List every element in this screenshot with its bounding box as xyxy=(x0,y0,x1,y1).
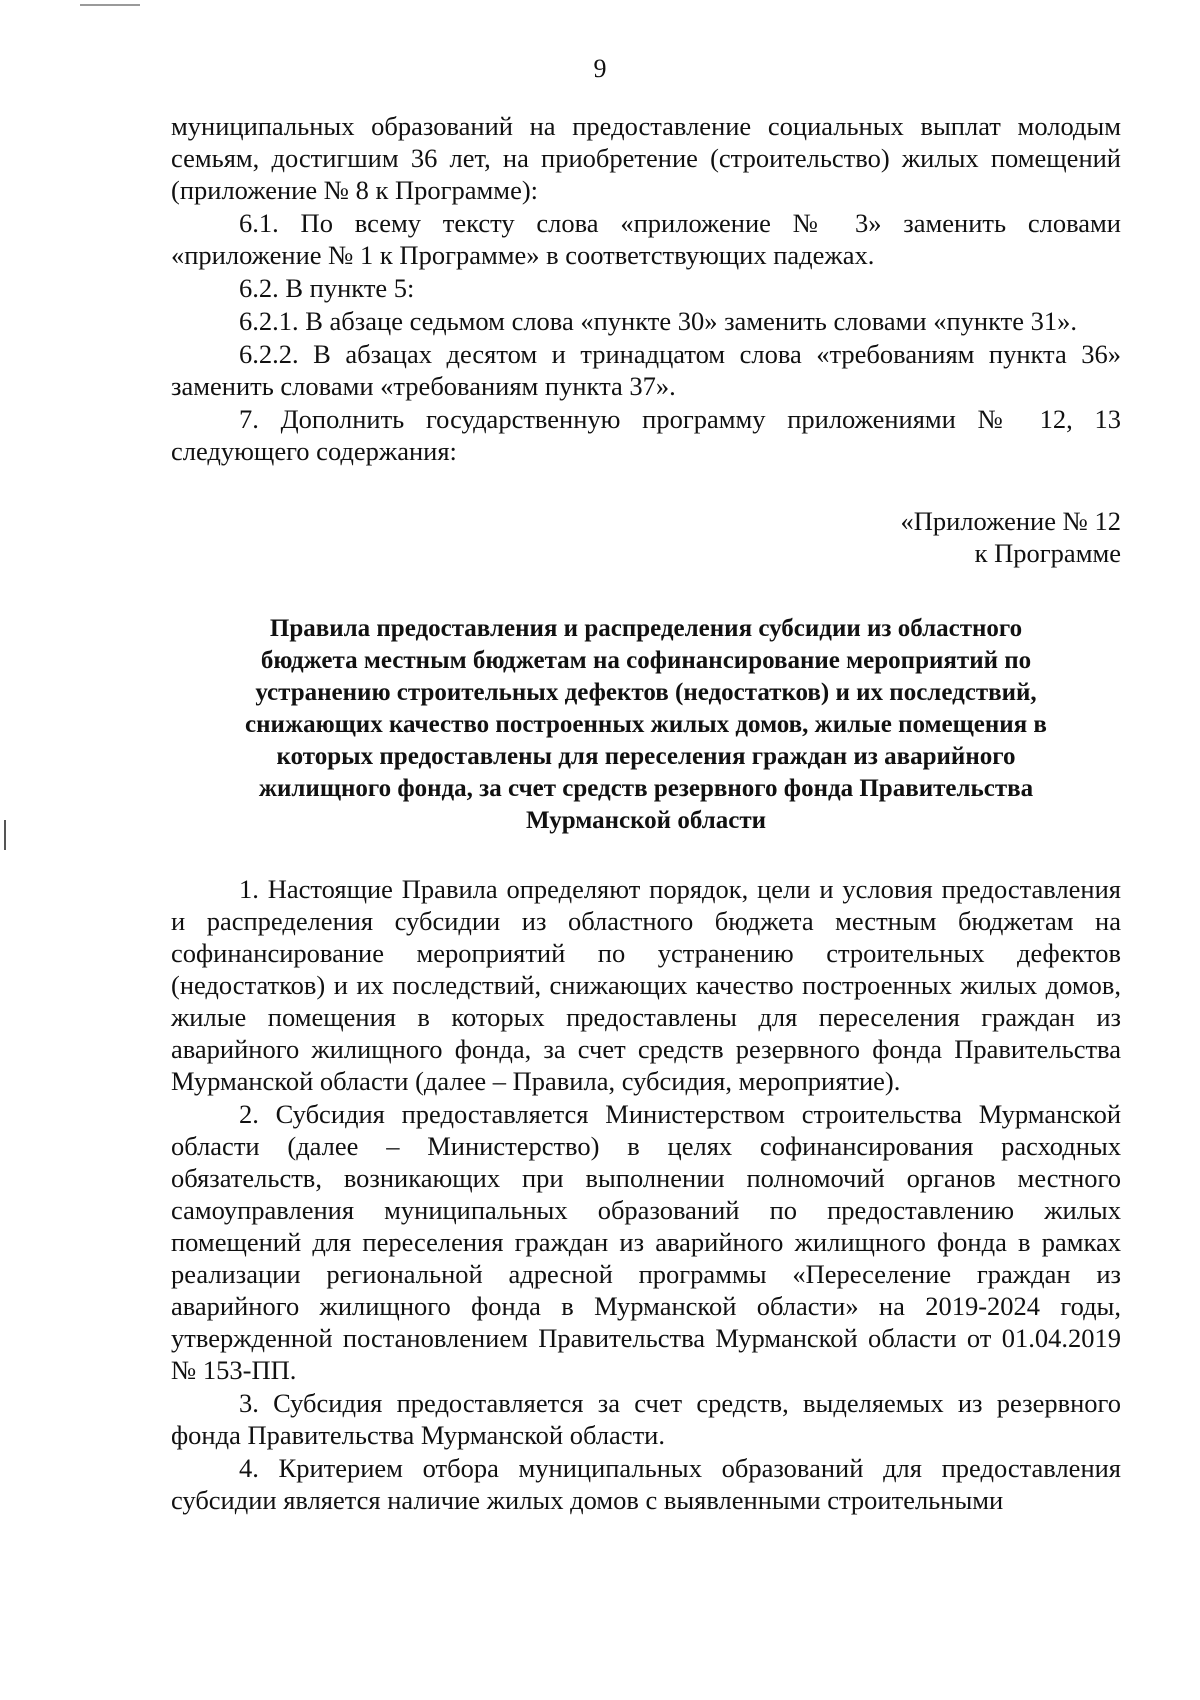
intro-paragraph-7: 7. Дополнить государственную программу приложениями № 12, 13 следующего содержания: xyxy=(171,404,1121,466)
rules-title-line: устранению строительных дефектов (недостатков) и их последствий, xyxy=(255,679,1037,706)
rules-title xyxy=(171,613,1121,837)
intro-paragraph-1: муниципальных образований на предоставление социальных выплат молодым семьям, достигшим 36 лет, на приобретение (строительство) жилых помещений (приложение № 8 к Программе): xyxy=(171,111,1121,205)
scan-artifact-top xyxy=(80,4,140,6)
rules-title-line: жилищного фонда, за счет средств резервного фонда Правительства xyxy=(258,775,1034,802)
annex-reference: к Программе xyxy=(974,538,1121,568)
scan-artifact-left xyxy=(4,820,6,850)
rules-paragraph-4: 4. Критерием отбора муниципальных образований для предоставления субсидии является наличие жилых домов с выявленными строительными xyxy=(171,1453,1121,1515)
page-number: 9 xyxy=(593,54,607,83)
document-body xyxy=(171,110,1121,1517)
annex-heading xyxy=(171,505,1121,569)
annex-number: «Приложение № 12 xyxy=(900,506,1121,536)
intro-paragraph-6-2-1: 6.2.1. В абзаце седьмом слова «пункте 30» заменить словами «пункте 31». xyxy=(239,306,1077,336)
rules-title-line: Правила предоставления и распределения субсидии из областного xyxy=(269,615,1023,642)
rules-paragraph-3: 3. Субсидия предоставляется за счет средств, выделяемых из резервного фонда Правительства Мурманской области. xyxy=(171,1388,1121,1450)
rules-paragraph-2: 2. Субсидия предоставляется Министерством строительства Мурманской области (далее – Министерство) в целях софинансирования расходных обязательств, возникающих при выполнении полномочий органов местного самоуправления муниципальных образований по предоставлению жилых помещений для переселения граждан из аварийного жилищного фонда в рамках реализации региональной адресной программы «Переселение граждан из аварийного жилищного фонда в Мурманской области» на 2019-2024 годы, утвержденной постановлением Правительства Мурманской области от 01.04.2019 № 153-ПП. xyxy=(171,1099,1121,1385)
intro-paragraph-6-1: 6.1. По всему тексту слова «приложение № 3» заменить словами «приложение № 1 к Программе» в соответствующих падежах. xyxy=(171,208,1121,270)
rules-title-line: снижающих качество построенных жилых домов, жилые помещения в xyxy=(245,711,1047,738)
rules-title-line: бюджета местным бюджетам на софинансирование мероприятий по xyxy=(260,647,1032,674)
rules-title-line: Мурманской области xyxy=(525,807,767,834)
rules-title-line: которых предоставлены для переселения граждан из аварийного xyxy=(276,743,1016,770)
intro-paragraph-6-2: 6.2. В пункте 5: xyxy=(239,273,415,303)
rules-paragraph-1: 1. Настоящие Правила определяют порядок, цели и условия предоставления и распределения субсидии из областного бюджета местным бюджетам на софинансирование мероприятий по устранению строительных дефектов (недостатков) и их последствий, снижающих качество построенных жилых домов, жилые помещения в которых предоставлены для переселения граждан из аварийного жилищного фонда, за счет средств резервного фонда Правительства Мурманской области (далее – Правила, субсидия, мероприятие). xyxy=(171,874,1121,1096)
intro-paragraph-6-2-2: 6.2.2. В абзацах десятом и тринадцатом слова «требованиям пункта 36» заменить словами «требованиям пункта 37». xyxy=(171,339,1121,401)
rules-body xyxy=(171,873,1121,1516)
